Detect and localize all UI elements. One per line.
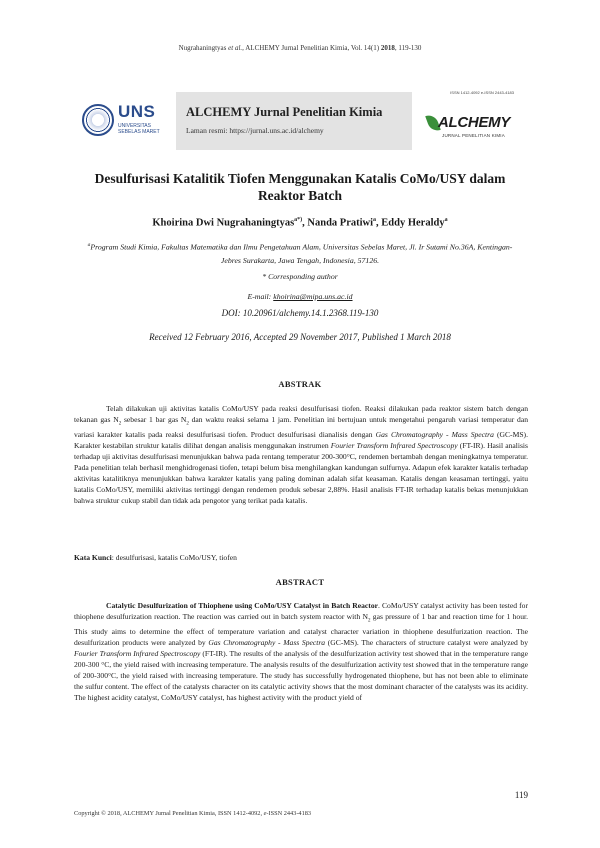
- author-3-sup: a: [444, 217, 448, 223]
- affiliation: [80, 239, 520, 267]
- author-3: , Eddy Heraldy: [376, 217, 445, 229]
- keywords: [74, 553, 528, 562]
- abstrak-sub-2: 2: [186, 421, 189, 427]
- abstract-sub-1: 2: [367, 618, 371, 624]
- abstract-text-1: . CoMo/USY catalyst activity has been tested for thiophene desulfurization reaction. The reaction was carried out in batch system reactor with N: [74, 601, 528, 621]
- running-head-etal: et al.: [228, 44, 243, 52]
- cover-issn: ISSN 1412-4092 e-ISSN 2443-4183: [450, 90, 514, 95]
- abstract-text-2: gas pressure of 1 bar and reaction time for 1 hour. This study aims to determine the effect of temperature variation and catalyst character variation in thiophene desulfurization reaction. The desulfurization products were analyzed by: [74, 611, 529, 648]
- alchemy-logo-word: ALCHEMY: [438, 114, 511, 131]
- abstrak-text-5: (FT-IR). Hasil analisis terhadap uji aktivitas desulfurisasi menunjukkan bahwa pada rentang temperatur 200-300°C, rendemen bertambah dengan meningkatnya temperatur. Pada penelitian telah berhasil menghidrogenasi tiofen, tetapi belum bisa menghilangkan kandungan sulfurnya. Adapun efek karakter katalis terhadap aktivitas katalitiknya menunjukkan bahwa karakter katalis yang paling dominan adalah sifat keasaman. Katalis dengan keasaman tertinggi, yaitu katalis CoMo/USY, memiliki aktivitas tertinggi dengan rendemen produk sebesar 2,88%. Hasil analisis FT-IR terhadap katalis bekas menunjukkan bahwa struktur cukup stabil dan tidak ada pengotor yang terikat pada katalis.: [74, 441, 528, 505]
- author-2-sup: a: [373, 217, 377, 223]
- email-line: [0, 292, 600, 301]
- doi[interactable]: DOI: 10.20961/alchemy.14.1.2368.119-130: [221, 308, 379, 318]
- abstract-lead-title: Catalytic Desulfurization of Thiophene using CoMo/USY Catalyst in Batch Reactor: [106, 601, 378, 610]
- email-link[interactable]: khoirina@mipa.uns.ac.id: [273, 292, 353, 301]
- abstract-gcms: Gas Chromatography - Mass Spectra: [208, 638, 326, 648]
- affiliation-sup: a: [87, 242, 91, 248]
- abstract-ftir: Fourier Transform Infrared Spectroscopy: [74, 649, 201, 659]
- alchemy-logo: [422, 88, 518, 152]
- abstract-text-4: (FT-IR). The results of the analysis of the desulfurization activity test showed that in the temperature range 200-300 °C, the yield raised with increasing temperature. The analysis results of the desulfurization activity test showed that in the temperature range of 200-300°C, the yield raised with increasing temperature. The study has successfully hydrogenated thiophene, but has not been able to eliminate the sulfur content. The effect of the catalysts character on its catalytic activity shows that the most dominant character of the catalysts was its acidity. The highest acidity catalyst, CoMo/USY catalyst, has highest activity with the product yield of: [74, 649, 528, 702]
- abstrak-text-4: (GC-MS). Karakter kestabilan struktur katalis dilihat dengan analisis menggunakan instrumen: [74, 430, 528, 451]
- keywords-text: : desulfurisasi, katalis CoMo/USY, tiofen: [111, 553, 237, 562]
- journal-banner: [78, 80, 522, 162]
- copyright-footer: [74, 810, 311, 817]
- uns-logo: [82, 102, 170, 142]
- keywords-label: Kata Kunci: [74, 553, 112, 562]
- author-2: , Nanda Pratiwi: [302, 217, 374, 229]
- author-1: Khoirina Dwi Nugrahaningtyas: [152, 217, 295, 229]
- abstrak-text-1: Telah dilakukan uji aktivitas katalis CoMo/USY pada reaksi desulfurisasi tiofen. Reaksi dilakukan pada reaktor sistem batch dengan tekanan gas N: [74, 404, 528, 424]
- footer-text-2: -ISSN 2443-4183: [266, 810, 312, 817]
- abstrak-sub-1: 2: [118, 421, 122, 427]
- uns-logo-text: UNS: [118, 102, 156, 121]
- running-head-journal: , ALCHEMY Jurnal Penelitian Kimia, Vol. 14(1): [242, 44, 381, 52]
- abstract-body: [74, 601, 528, 704]
- footer-e: e: [263, 810, 267, 817]
- author-1-sup: a*): [294, 217, 303, 223]
- abstrak-body: [74, 404, 528, 507]
- abstract-heading: ABSTRACT: [275, 577, 325, 587]
- running-head-authors: Nugrahaningtyas: [178, 44, 227, 52]
- abstrak-ftir: Fourier Transform Infrared Spectroscopy: [330, 441, 458, 451]
- abstrak-text-2: sebesar 1 bar gas N: [121, 414, 187, 424]
- abstrak-gcms: Gas Chromatography - Mass Spectra: [375, 430, 494, 440]
- running-head-pages: , 119-130: [394, 44, 422, 52]
- abstrak-heading: ABSTRAK: [278, 379, 322, 389]
- corresponding-author-note: * Corresponding author: [262, 272, 338, 281]
- affiliation-text: Program Studi Kimia, Fakultas Matematika dan Ilmu Pengetahuan Alam, Universitas Sebelas Maret, Jl. Ir Sutami No.36A, Kentingan-Jebres Surakarta, Jawa Tengah, Indonesia, 57126.: [90, 242, 513, 265]
- page-number: 119: [514, 790, 528, 800]
- footer-text-1: Copyright © 2018, ALCHEMY Jurnal Penelitian Kimia, ISSN 1412-4092,: [74, 810, 264, 817]
- paper-title: Desulfurisasi Katalitik Tiofen Menggunakan Katalis CoMo/USY dalam Reaktor Batch: [94, 171, 506, 203]
- uns-logo-subtext: UNIVERSITAS SEBELAS MARET: [118, 123, 160, 135]
- journal-title: ALCHEMY Jurnal Penelitian Kimia: [186, 105, 383, 119]
- journal-url[interactable]: Laman resmi: https://jurnal.uns.ac.id/alchemy: [186, 126, 324, 135]
- email-label: E-mail:: [247, 292, 274, 301]
- abstrak-text-3: dan waktu reaksi selama 1 jam. Penelitian ini bertujuan untuk mengetahui pengaruh variasi temperatur dan variasi karakter katalis pada reaksi desulfurisasi tiofen. Product desulfurisasi dianalisis dengan: [74, 414, 528, 440]
- uns-seal-icon: [82, 104, 114, 136]
- author-list: [40, 217, 560, 229]
- running-head: [0, 44, 600, 52]
- journal-title-box: [176, 92, 412, 150]
- running-head-year: 2018: [380, 44, 395, 52]
- alchemy-logo-sub: JURNAL PENELITIAN KIMIA: [442, 133, 505, 138]
- abstract-text-3: (GC-MS). The characters of structure catalyst were analyzed by: [325, 638, 529, 648]
- received-dates: Received 12 February 2016, Accepted 29 November 2017, Published 1 March 2018: [149, 332, 451, 342]
